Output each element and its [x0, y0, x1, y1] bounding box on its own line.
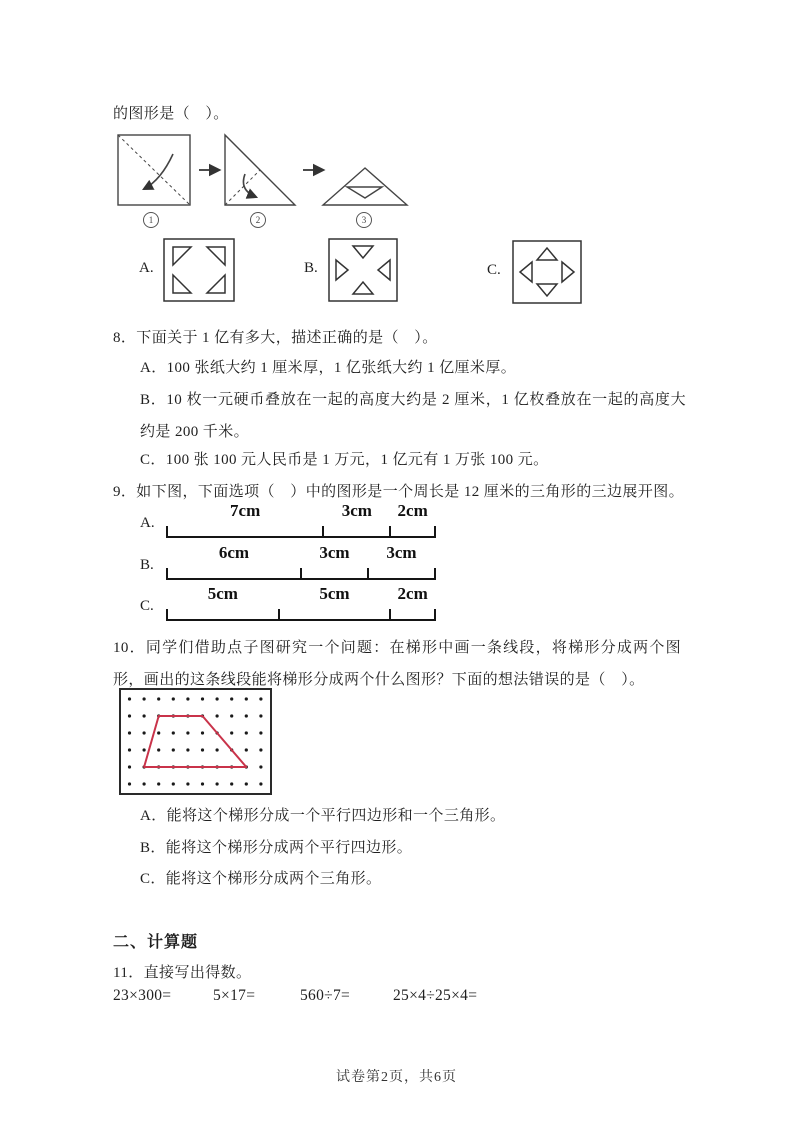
ruler-segment-label: 3cm	[341, 501, 372, 520]
grid-dot	[216, 714, 219, 717]
grid-dot	[143, 782, 146, 785]
page-footer: 试卷第2页，共6页	[336, 1070, 457, 1085]
fold-step-1-square	[118, 135, 190, 205]
q7-option-b-letter: B.	[304, 260, 318, 276]
q8-option-b: B．10 枚一元硬币叠放在一起的高度大约是 2 厘米，1 亿枚叠放在一起的高度大约是 200 千米。	[140, 392, 686, 440]
q9-stem: 9．如下图，下面选项（ ）中的图形是一个周长是 12 厘米的三角形的三边展开图。	[113, 484, 685, 500]
grid-dot	[245, 697, 248, 700]
grid-dot	[128, 697, 131, 700]
ruler-tick	[389, 609, 391, 621]
q10-dot-grid	[119, 688, 272, 795]
ruler-tick	[389, 526, 391, 538]
q11-expression-3: 560÷7=	[300, 987, 351, 1004]
q11-expression-2: 5×17=	[213, 987, 256, 1004]
grid-dot	[259, 748, 262, 751]
trapezoid-outline	[144, 716, 246, 767]
q9-ruler-b	[167, 543, 435, 580]
grid-dot	[157, 731, 160, 734]
grid-dot	[128, 731, 131, 734]
fold-step-3-result	[323, 168, 407, 205]
grid-dot	[201, 782, 204, 785]
q7-option-c-figure	[512, 240, 582, 304]
grid-dot	[143, 731, 146, 734]
ruler-segment-label: 2cm	[397, 584, 428, 603]
q8-option-c: C．100 张 100 元人民币是 1 万元，1 亿元有 1 万张 100 元。	[140, 452, 549, 468]
ruler-segment-label: 3cm	[386, 543, 417, 562]
grid-dot	[143, 697, 146, 700]
grid-dot	[259, 765, 262, 768]
q9-ruler-a	[167, 501, 435, 538]
q10-dot-grid-svg	[121, 690, 270, 793]
q9-ruler-c	[167, 584, 435, 621]
grid-dot	[172, 697, 175, 700]
ruler-tick	[166, 609, 168, 621]
ruler-tick	[434, 526, 436, 538]
ruler-segment-label: 7cm	[230, 501, 261, 520]
grid-dot	[186, 782, 189, 785]
grid-dot	[128, 714, 131, 717]
q8-stem: 8．下面关于 1 亿有多大，描述正确的是（ ）。	[113, 330, 438, 346]
fold-step-1-label: 1	[143, 212, 159, 228]
fold-step-2-triangle	[225, 135, 295, 205]
grid-dot	[172, 731, 175, 734]
q11-stem: 11．直接写出得数。	[113, 965, 252, 981]
q7-fold-diagram	[113, 130, 613, 212]
ruler-baseline	[167, 619, 435, 621]
ruler-tick	[166, 526, 168, 538]
grid-dot	[186, 697, 189, 700]
q10-stem: 10．同学们借助点子图研究一个问题：在梯形中画一条线段，将梯形分成两个图形，画出的这条线段能将梯形分成两个什么图形？下面的想法错误的是（ ）。	[113, 640, 681, 688]
fold-step-2-label: 2	[250, 212, 266, 228]
fold-step-3-label: 3	[356, 212, 372, 228]
q11-expression-1: 23×300=	[113, 987, 172, 1004]
q7-option-b-figure	[328, 238, 398, 302]
grid-dot	[216, 748, 219, 751]
grid-dot	[259, 782, 262, 785]
grid-dot	[245, 714, 248, 717]
q8-option-a: A．100 张纸大约 1 厘米厚，1 亿张纸大约 1 亿厘米厚。	[140, 360, 517, 376]
grid-dot	[128, 782, 131, 785]
grid-dot	[157, 782, 160, 785]
grid-dot	[172, 748, 175, 751]
q10-option-c: C．能将这个梯形分成两个三角形。	[140, 871, 382, 887]
q10-option-b: B．能将这个梯形分成两个平行四边形。	[140, 840, 413, 856]
ruler-segment-label: 6cm	[218, 543, 250, 562]
ruler-segment-label: 2cm	[397, 501, 428, 520]
ruler-tick	[434, 568, 436, 580]
grid-dot	[230, 714, 233, 717]
grid-dot	[157, 697, 160, 700]
grid-dot	[245, 731, 248, 734]
grid-dot	[143, 748, 146, 751]
grid-dot	[201, 748, 204, 751]
grid-dot	[157, 748, 160, 751]
q9-row-a-letter: A.	[140, 515, 155, 531]
grid-dot	[172, 782, 175, 785]
q10-option-a: A．能将这个梯形分成一个平行四边形和一个三角形。	[140, 808, 506, 824]
ruler-segment-label: 5cm	[207, 584, 238, 603]
q9-row-b-letter: B.	[140, 557, 154, 573]
grid-dot	[143, 714, 146, 717]
grid-dot	[245, 748, 248, 751]
ruler-tick	[367, 568, 369, 580]
ruler-tick	[322, 526, 324, 538]
grid-dot	[245, 782, 248, 785]
q7-stem-continuation: 的图形是（ ）。	[113, 106, 229, 122]
grid-dot	[230, 731, 233, 734]
ruler-segment-label: 3cm	[319, 543, 350, 562]
grid-dot	[201, 697, 204, 700]
grid-dot	[186, 748, 189, 751]
ruler-tick	[300, 568, 302, 580]
grid-dot	[259, 731, 262, 734]
ruler-tick	[434, 609, 436, 621]
grid-dot	[259, 697, 262, 700]
grid-dot	[128, 748, 131, 751]
q7-option-c-letter: C.	[487, 262, 501, 278]
q7-option-a-figure	[163, 238, 235, 302]
ruler-segment-label: 5cm	[319, 584, 350, 603]
grid-dot	[201, 731, 204, 734]
q7-option-a-letter: A.	[139, 260, 154, 276]
q9-row-c-letter: C.	[140, 598, 154, 614]
ruler-tick	[278, 609, 280, 621]
grid-dot	[216, 782, 219, 785]
grid-dot	[230, 697, 233, 700]
grid-dot	[128, 765, 131, 768]
q11-expression-4: 25×4÷25×4=	[393, 987, 478, 1004]
section-2-title: 二、计算题	[113, 934, 199, 951]
grid-dot	[216, 697, 219, 700]
grid-dot	[230, 782, 233, 785]
grid-dot	[259, 714, 262, 717]
ruler-tick	[166, 568, 168, 580]
grid-dot	[186, 731, 189, 734]
ruler-baseline	[167, 536, 435, 538]
